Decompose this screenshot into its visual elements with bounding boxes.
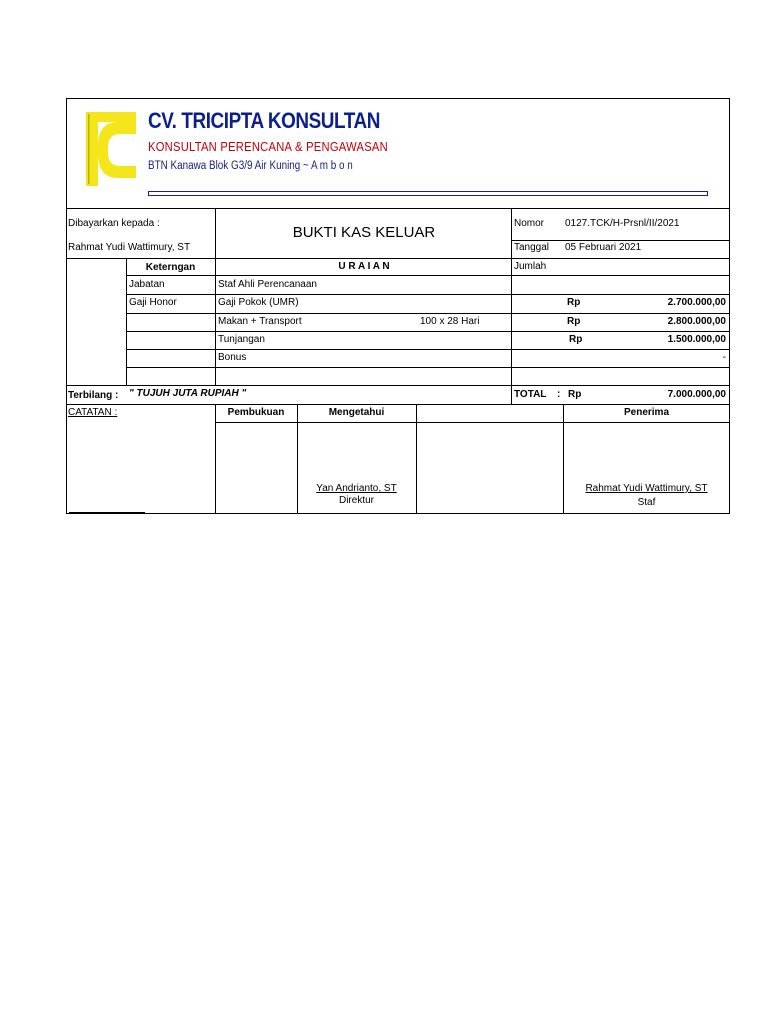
row-currency: Rp xyxy=(567,297,581,308)
payee-label: Dibayarkan kepada : xyxy=(68,218,160,229)
header-jumlah: Jumlah xyxy=(514,261,547,272)
row-amount: 2.800.000,00 xyxy=(667,316,726,327)
penerima-signatory-name: Rahmat Yudi Wattimury, ST xyxy=(585,483,708,494)
divider xyxy=(126,367,730,368)
divider xyxy=(416,404,417,514)
total-separator: : xyxy=(557,389,561,400)
payee-name: Rahmat Yudi Wattimury, ST xyxy=(68,242,191,253)
row-uraian: Makan + Transport xyxy=(218,316,302,327)
company-address: BTN Kanawa Blok G3/9 Air Kuning ~ A m b o n xyxy=(148,160,353,172)
row-uraian: Tunjangan xyxy=(218,334,265,345)
divider xyxy=(126,258,127,385)
catatan-label: CATATAN : xyxy=(68,407,118,418)
document-title: BUKTI KAS KELUAR xyxy=(292,224,436,241)
row-keterangan: Gaji Honor xyxy=(129,297,177,308)
divider xyxy=(126,349,730,350)
total-label: TOTAL xyxy=(514,389,547,400)
mengetahui-signatory-name: Yan Andrianto, ST xyxy=(316,483,397,494)
nomor-value: 0127.TCK/H-Prsnl/II/2021 xyxy=(565,218,680,229)
total-currency: Rp xyxy=(568,389,582,400)
divider xyxy=(66,404,730,405)
penerima-signatory-title: Staf xyxy=(637,497,656,508)
mengetahui-signatory-title: Direktur xyxy=(338,495,374,506)
row-detail: 100 x 28 Hari xyxy=(420,316,480,327)
company-name: CV. TRICIPTA KONSULTAN xyxy=(148,108,380,133)
terbilang-value: " TUJUH JUTA RUPIAH " xyxy=(129,388,247,399)
row-amount: 2.700.000,00 xyxy=(667,297,726,308)
total-amount: 7.000.000,00 xyxy=(667,389,726,400)
row-uraian: Gaji Pokok (UMR) xyxy=(218,297,299,308)
terbilang-label: Terbilang : xyxy=(68,390,119,401)
company-logo-icon xyxy=(84,108,140,190)
divider xyxy=(66,385,730,386)
divider xyxy=(126,294,730,295)
divider xyxy=(215,258,216,385)
nomor-label: Nomor xyxy=(514,218,545,229)
row-keterangan: Jabatan xyxy=(129,279,165,290)
catatan-line xyxy=(69,512,145,513)
header-uraian: U R A I A N xyxy=(338,261,390,272)
row-amount: 1.500.000,00 xyxy=(667,334,726,345)
row-uraian: Staf Ahli Perencanaan xyxy=(218,279,317,290)
divider xyxy=(66,258,730,259)
divider xyxy=(215,404,216,514)
divider xyxy=(215,422,730,423)
divider xyxy=(512,240,730,241)
divider xyxy=(66,208,730,209)
row-amount: - xyxy=(722,352,726,363)
row-currency: Rp xyxy=(569,334,583,345)
mengetahui-label: Mengetahui xyxy=(328,407,385,418)
company-tagline: KONSULTAN PERENCANA & PENGAWASAN xyxy=(148,139,388,154)
tanggal-label: Tanggal xyxy=(514,242,550,253)
penerima-label: Penerima xyxy=(623,407,670,418)
divider xyxy=(126,275,730,276)
header-keterangan: Keterngan xyxy=(145,262,196,273)
header-divider-bar xyxy=(148,191,708,196)
tanggal-value: 05 Februari 2021 xyxy=(565,242,642,253)
row-uraian: Bonus xyxy=(218,352,247,363)
row-currency: Rp xyxy=(567,316,581,327)
pembukuan-label: Pembukuan xyxy=(227,407,285,418)
divider xyxy=(126,331,730,332)
divider xyxy=(126,313,730,314)
